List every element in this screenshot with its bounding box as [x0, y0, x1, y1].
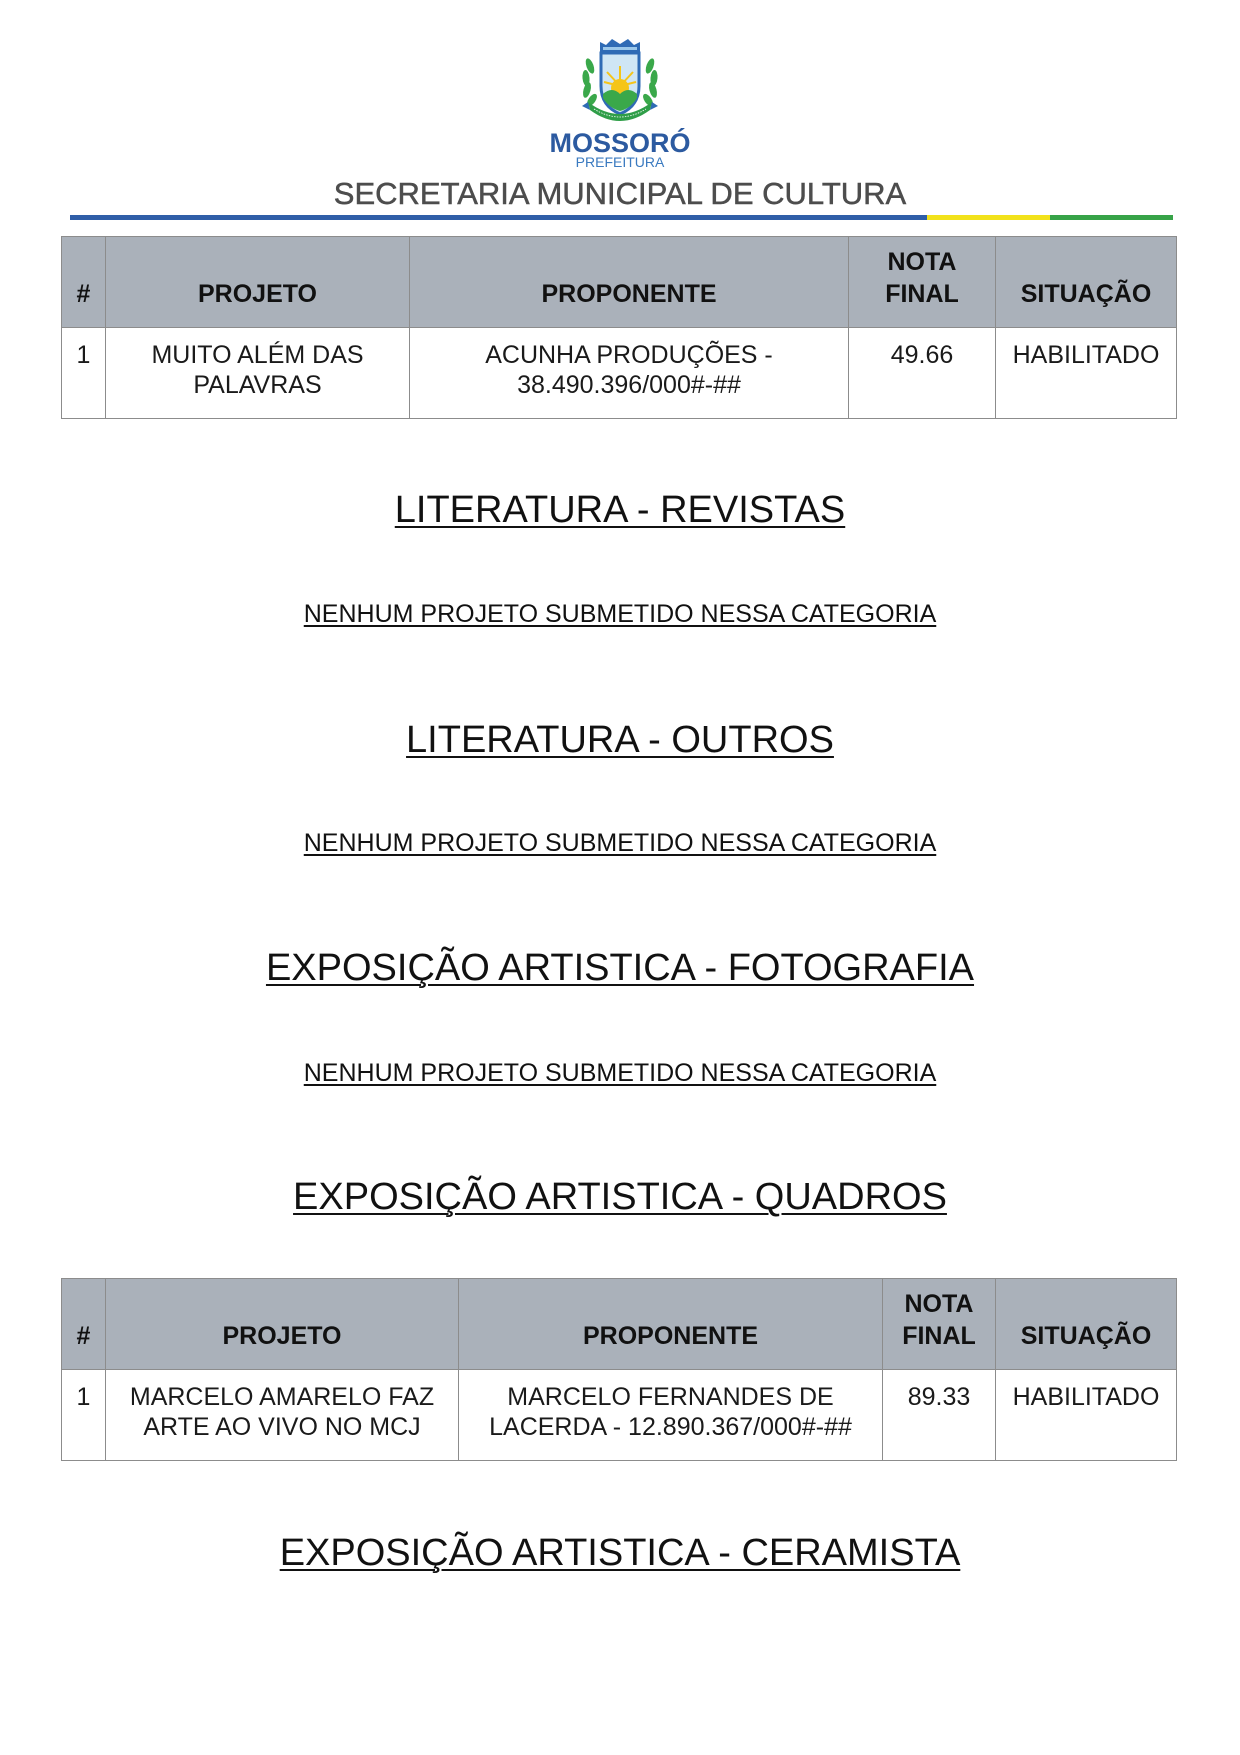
- cell-project: MUITO ALÉM DAS PALAVRAS: [106, 328, 410, 419]
- city-name: MOSSORÓ: [549, 128, 691, 158]
- table-header-row: [62, 1279, 1177, 1370]
- column-header-status: SITUAÇÃO: [996, 237, 1177, 328]
- brand-stripe-blue: [70, 215, 927, 220]
- column-header-number: #: [62, 1279, 106, 1370]
- results-table: [61, 1278, 1177, 1461]
- section-title: EXPOSIÇÃO ARTISTICA - CERAMISTA: [279, 1532, 961, 1574]
- cell-number: 1: [62, 328, 106, 419]
- cell-project: MARCELO AMARELO FAZ ARTE AO VIVO NO MCJ: [106, 1370, 459, 1461]
- section-title: EXPOSIÇÃO ARTISTICA - FOTOGRAFIA: [265, 947, 975, 989]
- column-header-status: SITUAÇÃO: [996, 1279, 1177, 1370]
- coat-of-arms-icon: [570, 36, 670, 128]
- column-header-proponent: PROPONENTE: [410, 237, 849, 328]
- brand-stripe-green: [1050, 215, 1173, 220]
- empty-category-message: NENHUM PROJETO SUBMETIDO NESSA CATEGORIA: [303, 600, 937, 628]
- section-title: LITERATURA - REVISTAS: [394, 489, 846, 531]
- cell-final-score: 49.66: [849, 328, 996, 419]
- section-title: LITERATURA - OUTROS: [406, 719, 834, 761]
- table-header-row: [62, 237, 1177, 328]
- column-header-final-score: NOTA FINAL: [849, 237, 996, 328]
- department-name: SECRETARIA MUNICIPAL DE CULTURA: [333, 176, 907, 211]
- table-row: [62, 1370, 1177, 1461]
- results-table: [61, 236, 1177, 419]
- column-header-project: PROJETO: [106, 1279, 459, 1370]
- cell-status: HABILITADO: [996, 1370, 1177, 1461]
- cell-status: HABILITADO: [996, 328, 1177, 419]
- city-subtitle: PREFEITURA: [575, 154, 665, 170]
- cell-number: 1: [62, 1370, 106, 1461]
- column-header-proponent: PROPONENTE: [459, 1279, 883, 1370]
- column-header-number: #: [62, 237, 106, 328]
- column-header-project: PROJETO: [106, 237, 410, 328]
- brand-stripe-yellow: [927, 215, 1050, 220]
- section-title: EXPOSIÇÃO ARTISTICA - QUADROS: [293, 1176, 947, 1218]
- cell-proponent: MARCELO FERNANDES DE LACERDA - 12.890.367/000#-##: [459, 1370, 883, 1461]
- empty-category-message: NENHUM PROJETO SUBMETIDO NESSA CATEGORIA: [303, 1059, 937, 1087]
- table-row: [62, 328, 1177, 419]
- cell-proponent: ACUNHA PRODUÇÕES - 38.490.396/000#-##: [410, 328, 849, 419]
- empty-category-message: NENHUM PROJETO SUBMETIDO NESSA CATEGORIA: [303, 829, 937, 857]
- column-header-final-score: NOTA FINAL: [883, 1279, 996, 1370]
- cell-final-score: 89.33: [883, 1370, 996, 1461]
